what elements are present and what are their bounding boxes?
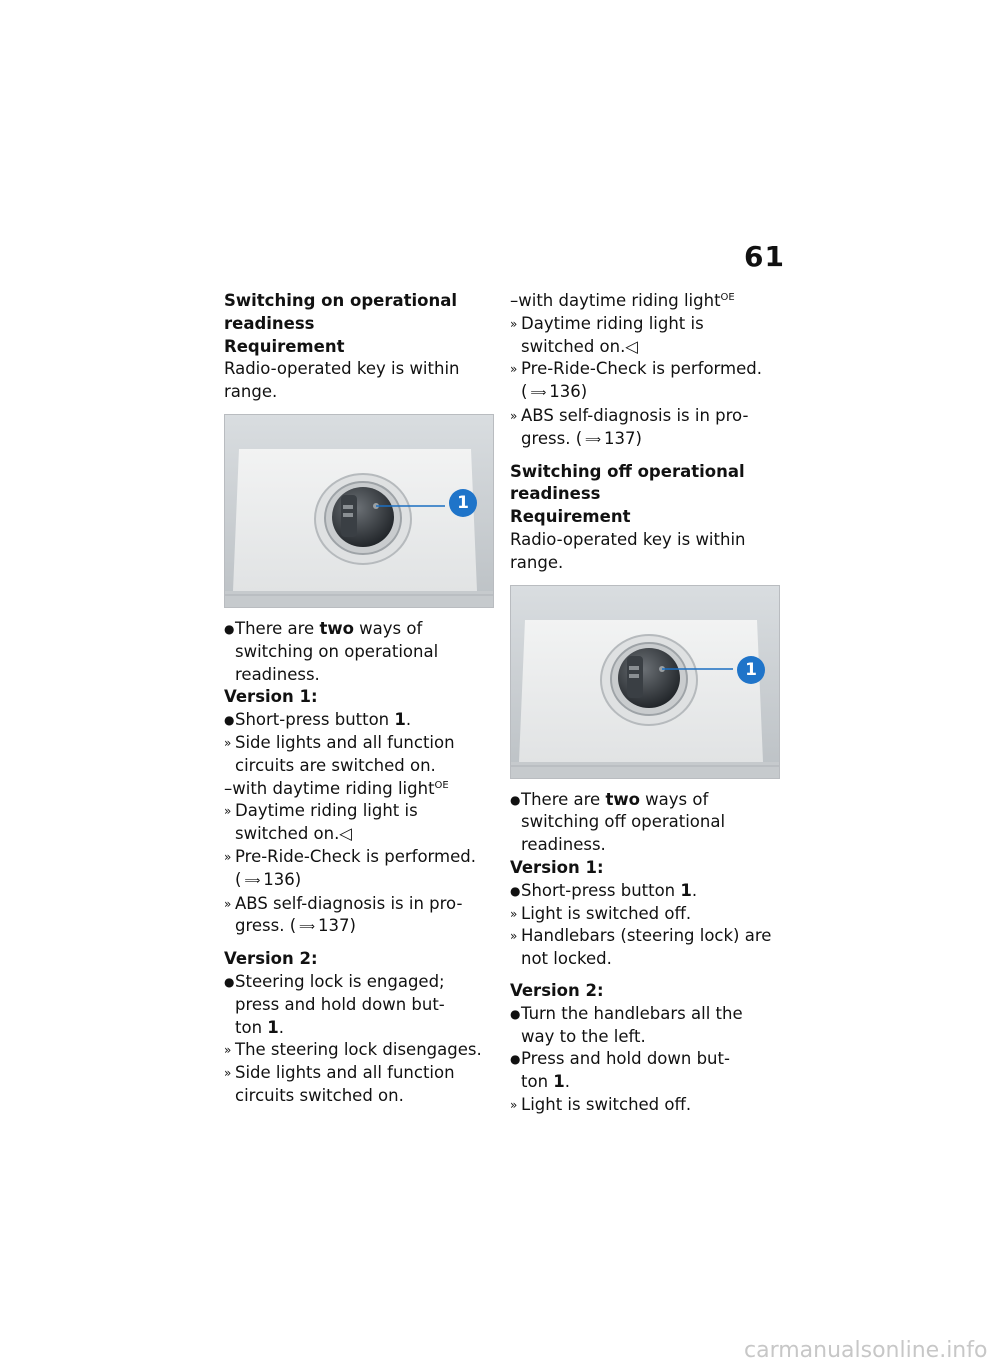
result-arrow-icon: »	[510, 1097, 518, 1112]
result-arrow-icon: »	[224, 804, 232, 819]
bullet-item: ● There are two ways of	[510, 789, 782, 812]
version-1-label: Version 1:	[510, 857, 604, 877]
result-arrow-icon: »	[224, 1043, 232, 1058]
bullet-icon: ●	[510, 1052, 521, 1067]
watermark: carmanualsonline.info	[744, 1338, 987, 1363]
continuation-line: ton 1.	[235, 1017, 285, 1037]
heading-line: readiness	[224, 313, 315, 333]
requirement-line: Radio-operated key is within	[510, 529, 746, 549]
switch-figure	[510, 585, 780, 779]
requirement-line: range.	[510, 552, 564, 572]
continuation-line: switching on operational	[235, 641, 439, 661]
continuation-line: way to the left.	[521, 1026, 646, 1046]
result-item: » Pre-Ride-Check is performed.	[224, 846, 496, 869]
callout-number: 1	[745, 659, 757, 680]
right-column	[510, 290, 782, 1117]
result-arrow-icon: »	[510, 362, 518, 377]
result-arrow-icon: »	[224, 1066, 232, 1081]
continuation-line: switching off operational	[521, 812, 726, 832]
requirement-label: Requirement	[510, 507, 631, 527]
continuation-line: press and hold down but-	[235, 994, 445, 1014]
result-arrow-icon: »	[510, 906, 518, 921]
result-item: » ABS self-diagnosis is in pro-	[510, 405, 782, 428]
heading-line: Switching on operational	[224, 291, 458, 310]
switch-figure	[224, 414, 494, 608]
bullet-icon: ●	[224, 621, 235, 636]
continuation-line: gress. ( ⟹ 137)	[235, 916, 356, 936]
result-arrow-icon: »	[510, 408, 518, 423]
result-item: » Pre-Ride-Check is performed.	[510, 358, 782, 381]
instruction-list	[510, 880, 782, 971]
bullet-item: ● Press and hold down but-	[510, 1048, 782, 1071]
instruction-list	[224, 709, 496, 939]
continuation-line: not locked.	[521, 949, 612, 969]
heading-line: readiness	[510, 484, 601, 504]
bullet-icon: ●	[510, 792, 521, 807]
bullet-item: ● Turn the handlebars all the	[510, 1003, 782, 1026]
bullet-item: ● Steering lock is engaged;	[224, 971, 496, 994]
requirement-label: Requirement	[224, 336, 345, 356]
continuation-line: ( ⟹ 136)	[235, 869, 302, 889]
condition-line: –with daytime riding light$^{OE}$	[224, 778, 449, 798]
instruction-list	[510, 1003, 782, 1117]
result-item: » Daytime riding light is	[224, 800, 496, 823]
result-item: » Light is switched off.	[510, 1094, 782, 1117]
bullet-icon: ●	[224, 974, 235, 989]
condition-line: –with daytime riding light$^{OE}$	[510, 291, 735, 310]
result-item: » Daytime riding light is	[510, 313, 782, 336]
instruction-list	[510, 789, 782, 857]
section-heading	[224, 290, 496, 336]
continuation-line: ( ⟹ 136)	[521, 382, 588, 402]
result-item: » Side lights and all function	[224, 732, 496, 755]
continuation-line: readiness.	[521, 835, 606, 855]
result-item: » ABS self-diagnosis is in pro-	[224, 893, 496, 916]
continuation-line: readiness.	[235, 664, 320, 684]
requirement-text	[510, 529, 782, 575]
instruction-list	[224, 618, 496, 686]
result-arrow-icon: »	[224, 896, 232, 911]
result-arrow-icon: »	[510, 316, 518, 331]
continuation-line: circuits are switched on.	[235, 755, 436, 775]
bullet-icon: ●	[224, 713, 235, 728]
bullet-item: ● Short-press button 1.	[510, 880, 782, 903]
bullet-item: ● There are two ways of	[224, 618, 496, 641]
requirement-line: Radio-operated key is within	[224, 359, 460, 379]
left-column	[224, 290, 496, 1108]
requirement-line: range.	[224, 382, 278, 402]
section-heading	[510, 461, 782, 507]
version-2-label: Version 2:	[510, 980, 604, 1000]
callout-number: 1	[457, 492, 469, 513]
instruction-list	[510, 290, 782, 452]
result-item: » The steering lock disengages.	[224, 1039, 496, 1062]
continuation-line: switched on.◁	[235, 824, 353, 844]
result-item: » Light is switched off.	[510, 903, 782, 926]
heading-line: Switching off operational	[510, 461, 745, 481]
page-number: 61	[744, 240, 785, 273]
continuation-line: gress. ( ⟹ 137)	[521, 428, 642, 448]
continuation-line: circuits switched on.	[235, 1085, 404, 1105]
result-item: » Side lights and all function	[224, 1062, 496, 1085]
continuation-line: ton 1.	[521, 1072, 571, 1092]
continuation-line: switched on.◁	[521, 336, 639, 356]
result-arrow-icon: »	[224, 849, 232, 864]
result-arrow-icon: »	[510, 929, 518, 944]
version-1-label: Version 1:	[224, 687, 318, 707]
result-arrow-icon: »	[224, 735, 232, 750]
version-2-label: Version 2:	[224, 949, 318, 969]
requirement-text	[224, 358, 496, 404]
instruction-list	[224, 971, 496, 1108]
bullet-icon: ●	[510, 883, 521, 898]
bullet-item: ● Short-press button 1.	[224, 709, 496, 732]
switch-illustration	[511, 586, 779, 778]
result-item: » Handlebars (steering lock) are	[510, 925, 782, 948]
bullet-icon: ●	[510, 1006, 521, 1021]
